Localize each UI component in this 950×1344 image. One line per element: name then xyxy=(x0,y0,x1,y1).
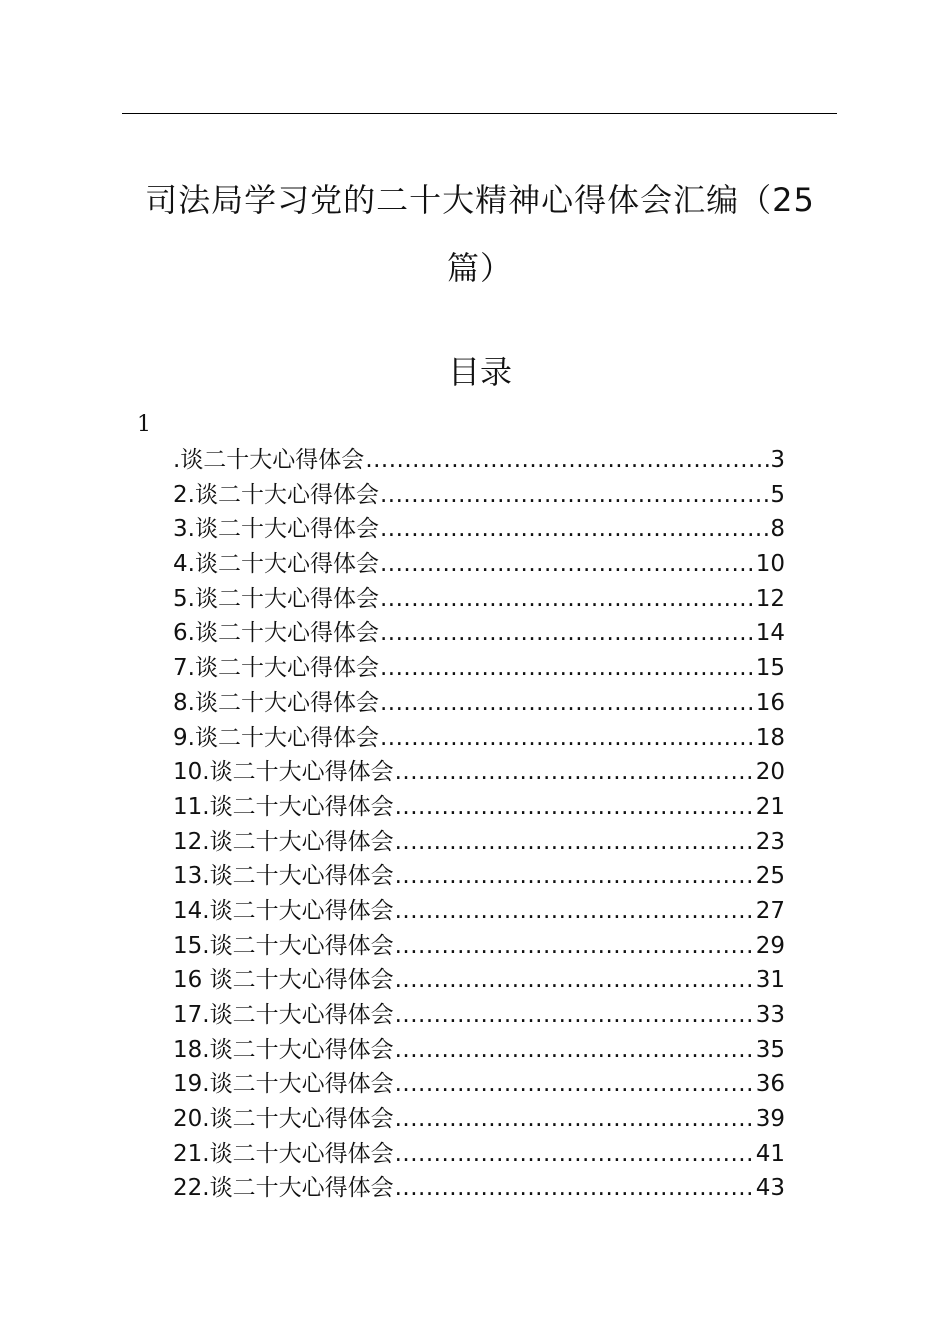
toc-dot-leader xyxy=(380,547,755,581)
toc-entry[interactable] xyxy=(173,686,785,721)
toc-dot-leader xyxy=(395,894,755,928)
toc-entry-page-number: 29 xyxy=(755,932,785,959)
toc-dot-leader xyxy=(395,859,755,893)
toc-entry-label: 5.谈二十大心得体会 xyxy=(173,585,379,612)
toc-entry-label: 2.谈二十大心得体会 xyxy=(173,481,379,508)
toc-entry-page-number: 33 xyxy=(755,1002,785,1028)
toc-entry-page-number: 35 xyxy=(755,1036,785,1063)
toc-entry[interactable] xyxy=(173,963,785,998)
toc-entry-label: 4.谈二十大心得体会 xyxy=(173,551,379,578)
toc-entry-label: 17.谈二十大心得体会 xyxy=(173,1002,394,1028)
toc-entry-label: 16 谈二十大心得体会 xyxy=(173,967,394,994)
toc-entry[interactable] xyxy=(173,721,785,756)
toc-entry-page-number: 20 xyxy=(755,759,785,786)
toc-dot-leader xyxy=(395,1137,755,1171)
toc-entry-label: 18.谈二十大心得体会 xyxy=(173,1036,394,1063)
toc-dot-leader xyxy=(395,825,755,859)
toc-entry-page-number: 10 xyxy=(755,551,785,578)
toc-entry-page-number: 3 xyxy=(770,447,785,473)
toc-entry-page-number: 25 xyxy=(755,863,785,890)
toc-entry[interactable] xyxy=(173,859,785,894)
toc-entry-label: 10.谈二十大心得体会 xyxy=(173,759,394,786)
toc-entry-label: 15.谈二十大心得体会 xyxy=(173,932,394,959)
toc-entry-label: 13.谈二十大心得体会 xyxy=(173,863,394,890)
toc-entry-page-number: 15 xyxy=(755,655,785,682)
toc-entry-label: 7.谈二十大心得体会 xyxy=(173,655,379,682)
toc-entry-page-number: 16 xyxy=(755,689,785,716)
toc-heading: 目录 xyxy=(447,353,512,391)
toc-entry-label: 22.谈二十大心得体会 xyxy=(173,1175,394,1202)
toc-entry-page-number: 18 xyxy=(755,724,785,751)
toc-marker: 1 xyxy=(137,412,151,437)
toc-dot-leader xyxy=(395,1171,755,1205)
toc-dot-leader xyxy=(395,929,755,963)
toc-entry-page-number: 21 xyxy=(755,793,785,820)
toc-dot-leader xyxy=(365,443,769,477)
toc-dot-leader xyxy=(395,1067,755,1101)
toc-entry-label: .谈二十大心得体会 xyxy=(173,447,365,473)
toc-dot-leader xyxy=(380,651,755,685)
toc-entry-page-number: 41 xyxy=(755,1140,785,1167)
toc-entry[interactable] xyxy=(173,512,785,547)
toc-dot-leader xyxy=(380,512,769,546)
toc-entry-page-number: 39 xyxy=(755,1106,785,1133)
toc-entry-label: 9.谈二十大心得体会 xyxy=(173,724,379,751)
toc-entry[interactable] xyxy=(173,582,785,617)
toc-entry-page-number: 23 xyxy=(755,828,785,855)
toc-entry-page-number: 5 xyxy=(770,481,785,508)
toc-entry[interactable] xyxy=(173,894,785,929)
toc-dot-leader xyxy=(395,963,755,997)
toc-entry[interactable] xyxy=(173,443,785,478)
toc-dot-leader xyxy=(380,582,755,616)
toc-entry[interactable] xyxy=(173,478,785,513)
toc-entry-page-number: 8 xyxy=(770,516,785,543)
toc-entry[interactable] xyxy=(173,651,785,686)
toc-dot-leader xyxy=(380,721,755,755)
toc-entry-page-number: 36 xyxy=(755,1071,785,1098)
toc-entry-page-number: 43 xyxy=(755,1175,785,1202)
document-title-line-2: 篇） xyxy=(446,249,513,287)
toc-entry[interactable] xyxy=(173,790,785,825)
toc-entry-label: 6.谈二十大心得体会 xyxy=(173,620,379,647)
toc-entry-page-number: 12 xyxy=(755,585,785,612)
toc-dot-leader xyxy=(380,478,769,512)
toc-entry[interactable] xyxy=(173,1033,785,1068)
toc-entry[interactable] xyxy=(173,1067,785,1102)
toc-entry[interactable] xyxy=(173,547,785,582)
toc-entry-page-number: 27 xyxy=(755,897,785,924)
toc-dot-leader xyxy=(395,755,755,789)
toc-dot-leader xyxy=(380,686,755,720)
toc-entry-page-number: 14 xyxy=(755,620,785,647)
toc-entry-label: 3.谈二十大心得体会 xyxy=(173,516,379,543)
toc-entry[interactable] xyxy=(173,929,785,964)
toc-entry[interactable] xyxy=(173,825,785,860)
toc-dot-leader xyxy=(395,790,755,824)
toc-entry-label: 21.谈二十大心得体会 xyxy=(173,1140,394,1167)
toc-entry[interactable] xyxy=(173,998,785,1033)
toc-dot-leader xyxy=(395,1102,755,1136)
toc-dot-leader xyxy=(395,1033,755,1067)
toc-entry[interactable] xyxy=(173,1171,785,1206)
toc-dot-leader xyxy=(395,998,755,1032)
toc-entry-label: 11.谈二十大心得体会 xyxy=(173,793,394,820)
toc-dot-leader xyxy=(380,616,755,650)
toc-entry[interactable] xyxy=(173,1137,785,1172)
toc-entry-page-number: 31 xyxy=(755,967,785,994)
toc-list xyxy=(173,443,785,1206)
toc-entry-label: 8.谈二十大心得体会 xyxy=(173,689,379,716)
toc-entry[interactable] xyxy=(173,755,785,790)
toc-entry-label: 14.谈二十大心得体会 xyxy=(173,897,394,924)
toc-entry-label: 12.谈二十大心得体会 xyxy=(173,828,394,855)
document-title-line-1: 司法局学习党的二十大精神心得体会汇编（25 xyxy=(145,181,815,219)
header-rule xyxy=(122,113,837,114)
toc-entry-label: 20.谈二十大心得体会 xyxy=(173,1106,394,1133)
toc-entry[interactable] xyxy=(173,1102,785,1137)
toc-entry-label: 19.谈二十大心得体会 xyxy=(173,1071,394,1098)
toc-entry[interactable] xyxy=(173,616,785,651)
